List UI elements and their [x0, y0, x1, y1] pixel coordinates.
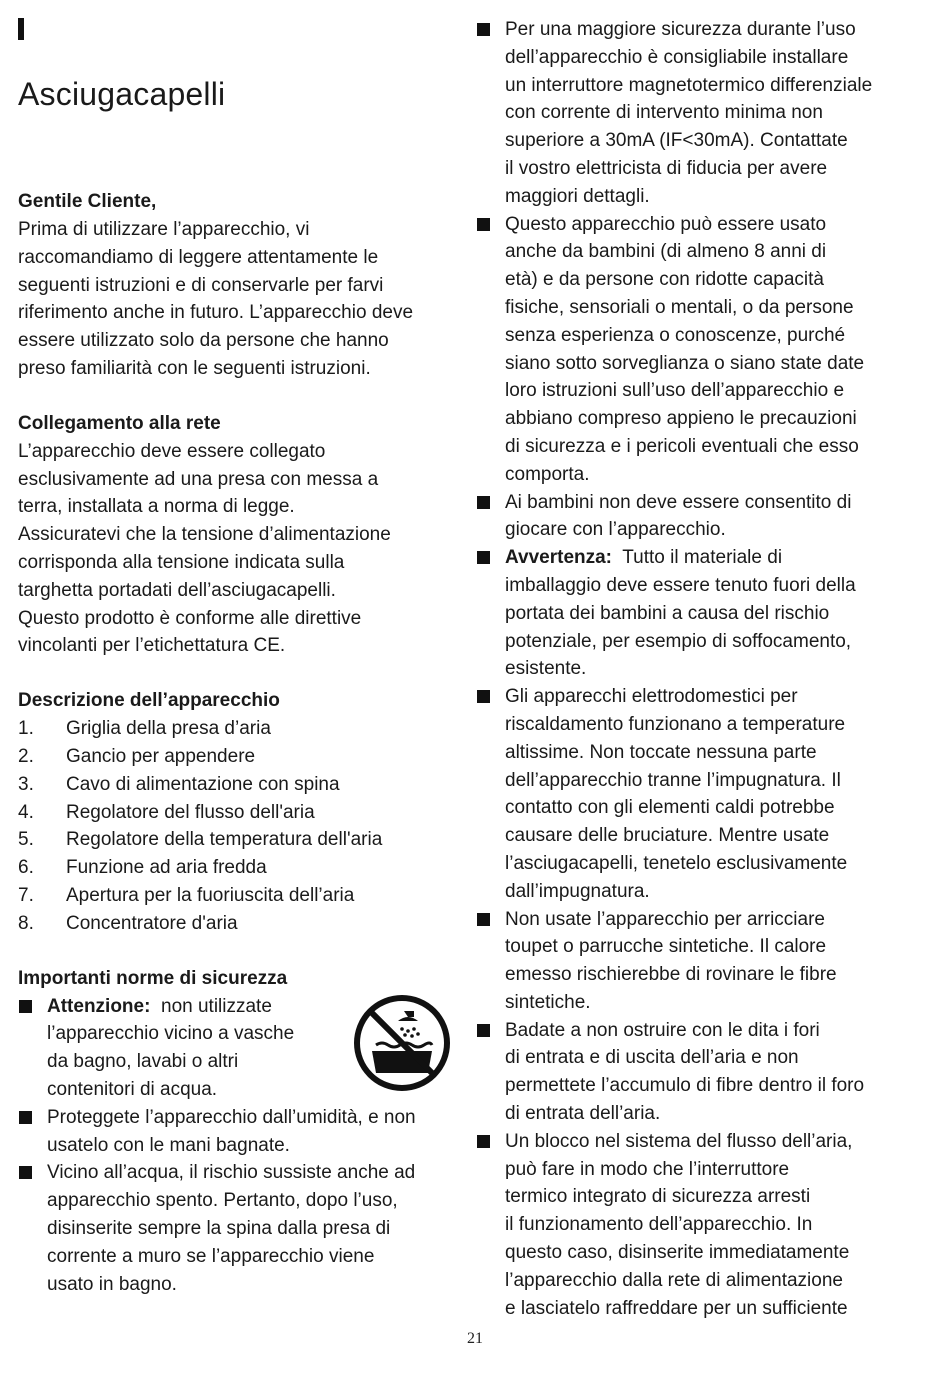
safety-list-left [18, 993, 438, 1299]
text-line [505, 1239, 906, 1267]
safety-item [476, 1017, 906, 1128]
line-text: toupet o parrucche sintetiche. Il calore [505, 936, 827, 958]
line-text: altissime. Non toccate nessuna parte [505, 741, 817, 763]
line-text: Un blocco nel sistema del flusso dell’aria, [505, 1130, 853, 1152]
parts-list-item [18, 715, 438, 743]
text-line: preso familiarità con le seguenti istruzioni. [18, 357, 371, 379]
line-text: questo caso, disinserite immediatamente [505, 1242, 850, 1264]
description-section [18, 687, 438, 937]
line-text: maggiori dettagli. [505, 185, 650, 207]
safety-item [18, 993, 438, 1104]
text-line [505, 1211, 906, 1239]
line-text: dall’impugnatura. [505, 880, 650, 902]
line-text: causare delle bruciature. Mentre usate [505, 825, 830, 847]
text-line [505, 489, 906, 517]
text-line [505, 906, 906, 934]
line-text: Per una maggiore sicurezza durante l’uso [505, 19, 856, 40]
parts-list-item [18, 799, 438, 827]
description-heading: Descrizione dell’apparecchio [18, 690, 280, 712]
line-text: il vostro elettricista di fiducia per avere [505, 157, 828, 179]
page-title: Asciugacapelli [18, 76, 226, 112]
square-bullet-icon [477, 690, 490, 703]
square-bullet-icon [477, 551, 490, 564]
text-line [505, 1100, 906, 1128]
safety-heading: Importanti norme di sicurezza [18, 967, 288, 989]
item-number: 2. [18, 745, 34, 767]
text-line [505, 405, 906, 433]
line-text: giocare con l’apparecchio. [505, 519, 726, 541]
line-text: emesso rischierebbe di rovinare le fibre [505, 964, 837, 986]
safety-item [476, 211, 906, 489]
line-text: siano sotto sorveglianza o siano state date [505, 352, 865, 374]
line-text: di sicurezza e i pericoli eventuali che esso [505, 435, 859, 457]
line-text: sintetiche. [505, 991, 591, 1013]
parts-list-item [18, 910, 438, 938]
item-text: Concentratore d'aria [66, 912, 238, 934]
safety-item [476, 1128, 906, 1323]
line-text: Tutto il materiale di [622, 547, 783, 569]
line-text: Badate a non ostruire con le dita i fori [505, 1019, 820, 1041]
text-line: terra, installata a norma di legge. [18, 496, 295, 518]
warning-label: Attenzione: [47, 995, 151, 1017]
text-line [505, 933, 906, 961]
item-number: 4. [18, 801, 34, 823]
text-line [505, 266, 906, 294]
safety-item [18, 1159, 438, 1298]
text-line [505, 1156, 906, 1184]
text-line [505, 544, 906, 572]
line-text: senza esperienza o conoscenze, purché [505, 324, 846, 346]
text-line: esclusivamente ad una presa con messa a [18, 468, 379, 490]
item-text: Gancio per appendere [66, 745, 256, 767]
no-water-bath-icon [352, 993, 452, 1093]
text-line [505, 683, 906, 711]
line-text: dell’apparecchio tranne l’impugnatura. Il [505, 769, 841, 791]
square-bullet-icon [19, 1111, 32, 1124]
right-column [476, 16, 906, 1322]
text-line: seguenti istruzioni e di conservarle per farvi [18, 274, 384, 296]
text-line [505, 878, 906, 906]
page-number: 21 [467, 1330, 483, 1347]
item-number: 5. [18, 829, 34, 851]
text-line [505, 655, 906, 683]
line-text: con corrente di intervento minima non [505, 102, 823, 124]
text-line [47, 1076, 318, 1104]
line-text: disinserite sempre la spina dalla presa di [47, 1217, 391, 1239]
left-column [18, 16, 438, 1298]
connection-heading: Collegamento alla rete [18, 412, 221, 434]
line-text: superiore a 30mA (IF<30mA). Contattate [505, 130, 848, 152]
safety-item [476, 544, 906, 683]
line-text: e lasciatelo raffreddare per un sufficiente [505, 1297, 848, 1319]
line-text: non utilizzate [161, 995, 272, 1017]
line-text: un interruttore magnetotermico differenziale [505, 74, 873, 96]
text-line [505, 1128, 906, 1156]
text-line [505, 294, 906, 322]
language-marker-bar [18, 18, 24, 40]
text-line [505, 183, 906, 211]
text-line [47, 1243, 438, 1271]
line-text: termico integrato di sicurezza arresti [505, 1186, 811, 1208]
text-line [505, 461, 906, 489]
line-text: comporta. [505, 463, 590, 485]
item-number: 7. [18, 884, 34, 906]
line-text: l’apparecchio vicino a vasche [47, 1023, 295, 1045]
text-line [47, 1187, 438, 1215]
line-text: il funzionamento dell’apparecchio. In [505, 1214, 813, 1236]
text-line [47, 1104, 438, 1132]
line-text: imballaggio deve essere tenuto fuori della [505, 574, 856, 596]
line-text: contenitori di acqua. [47, 1078, 218, 1100]
line-text: da bagno, lavabi o altri [47, 1051, 239, 1073]
square-bullet-icon [19, 1166, 32, 1179]
square-bullet-icon [477, 23, 490, 36]
item-number: 6. [18, 857, 34, 879]
parts-list-item [18, 826, 438, 854]
parts-list-item [18, 882, 438, 910]
safety-list-right [476, 16, 906, 1322]
line-text: anche da bambini (di almeno 8 anni di [505, 241, 827, 263]
text-line: Questo prodotto è conforme alle direttive [18, 607, 362, 629]
line-text: loro istruzioni sull’uso dell’apparecchio e [505, 380, 845, 402]
item-number: 3. [18, 773, 34, 795]
parts-list-item [18, 771, 438, 799]
safety-item [476, 16, 906, 211]
text-line [47, 1215, 438, 1243]
intro-text [18, 216, 438, 383]
text-line [505, 1183, 906, 1211]
text-line [505, 989, 906, 1017]
text-line [505, 1072, 906, 1100]
text-line: corrisponda alla tensione indicata sulla [18, 551, 345, 573]
connection-text [18, 438, 438, 660]
item-text: Regolatore della temperatura dell'aria [66, 829, 383, 851]
line-text: Vicino all’acqua, il rischio sussiste anche ad [47, 1162, 416, 1184]
line-text: età) e da persone con ridotte capacità [505, 269, 824, 291]
line-text: Gli apparecchi elettrodomestici per [505, 686, 798, 708]
text-line [505, 211, 906, 239]
line-text: apparecchio spento. Pertanto, dopo l’uso, [47, 1190, 398, 1212]
text-line [47, 1132, 438, 1160]
line-text: l’asciugacapelli, tenetelo esclusivamente [505, 852, 848, 874]
text-line [505, 155, 906, 183]
item-text: Funzione ad aria fredda [66, 857, 267, 879]
item-number: 1. [18, 718, 34, 740]
parts-list [18, 715, 438, 937]
text-line: Assicuratevi che la tensione d’alimentazione [18, 524, 391, 546]
line-text: dell’apparecchio è consigliabile installare [505, 46, 849, 68]
text-line [505, 739, 906, 767]
text-line [505, 99, 906, 127]
text-line [505, 711, 906, 739]
line-text: fisiche, sensoriali o mentali, o da persone [505, 296, 854, 318]
safety-item [476, 906, 906, 1017]
square-bullet-icon [19, 1000, 32, 1013]
text-line: vincolanti per l’etichettatura CE. [18, 635, 286, 657]
parts-list-item [18, 854, 438, 882]
text-line [47, 1048, 318, 1076]
item-number: 8. [18, 912, 34, 934]
text-line [505, 44, 906, 72]
line-text: Questo apparecchio può essere usato [505, 213, 827, 235]
text-line [505, 850, 906, 878]
text-line: Prima di utilizzare l’apparecchio, vi [18, 219, 310, 240]
line-text: Non usate l’apparecchio per arricciare [505, 908, 825, 930]
line-text: può fare in modo che l’interruttore [505, 1158, 790, 1180]
line-text: usatelo con le mani bagnate. [47, 1134, 290, 1156]
text-line [505, 72, 906, 100]
line-text: contatto con gli elementi caldi potrebbe [505, 797, 835, 819]
line-text: portata dei bambini a causa del rischio [505, 602, 830, 624]
text-line: L’apparecchio deve essere collegato [18, 440, 326, 462]
text-line: targhetta portadati dell’asciugacapelli. [18, 579, 336, 601]
text-line [505, 1017, 906, 1045]
text-line [505, 350, 906, 378]
square-bullet-icon [477, 218, 490, 231]
line-text: esistente. [505, 658, 587, 680]
text-line: riferimento anche in futuro. L’apparecchio deve [18, 302, 414, 324]
text-line [505, 572, 906, 600]
line-text: Ai bambini non deve essere consentito di [505, 491, 852, 513]
text-line [47, 1159, 438, 1187]
item-text: Apertura per la fuoriuscita dell’aria [66, 884, 355, 906]
text-line [505, 16, 906, 44]
warning-label: Avvertenza: [505, 547, 613, 569]
text-line [505, 127, 906, 155]
line-text: riscaldamento funzionano a temperature [505, 713, 846, 735]
line-text: usato in bagno. [47, 1273, 177, 1295]
text-line [505, 628, 906, 656]
item-text: Regolatore del flusso dell'aria [66, 801, 315, 823]
connection-section [18, 410, 438, 660]
safety-item [18, 1104, 438, 1160]
text-line [505, 322, 906, 350]
text-line [505, 794, 906, 822]
text-line [505, 377, 906, 405]
text-line [505, 767, 906, 795]
text-line [505, 433, 906, 461]
line-text: permettete l’accumulo di fibre dentro il foro [505, 1075, 865, 1097]
line-text: potenziale, per esempio di soffocamento, [505, 630, 852, 652]
intro-section [18, 188, 438, 383]
text-line [47, 993, 318, 1021]
text-line: essere utilizzato solo da persone che hanno [18, 330, 389, 352]
item-text: Griglia della presa d’aria [66, 718, 271, 740]
safety-item [476, 489, 906, 545]
square-bullet-icon [477, 1135, 490, 1148]
safety-item [476, 683, 906, 905]
text-line [505, 961, 906, 989]
text-line [47, 1020, 318, 1048]
text-line [505, 822, 906, 850]
line-text: di entrata e di uscita dell’aria e non [505, 1047, 799, 1069]
line-text: di entrata dell’aria. [505, 1103, 661, 1125]
text-line [505, 1295, 906, 1323]
line-text: corrente a muro se l’apparecchio viene [47, 1245, 375, 1267]
square-bullet-icon [477, 913, 490, 926]
line-text: Proteggete l’apparecchio dall’umidità, e non [47, 1106, 416, 1128]
safety-section [18, 965, 438, 1299]
text-line [505, 600, 906, 628]
square-bullet-icon [477, 1024, 490, 1037]
text-line [505, 1044, 906, 1072]
parts-list-item [18, 743, 438, 771]
square-bullet-icon [477, 496, 490, 509]
text-line [47, 1271, 438, 1299]
item-text: Cavo di alimentazione con spina [66, 773, 340, 795]
text-line: raccomandiamo di leggere attentamente le [18, 246, 379, 268]
text-line [505, 516, 906, 544]
line-text: l’apparecchio dalla rete di alimentazione [505, 1269, 843, 1291]
line-text: abbiano compreso appieno le precauzioni [505, 408, 857, 430]
text-line [505, 238, 906, 266]
text-line [505, 1267, 906, 1295]
intro-heading: Gentile Cliente, [18, 191, 157, 212]
